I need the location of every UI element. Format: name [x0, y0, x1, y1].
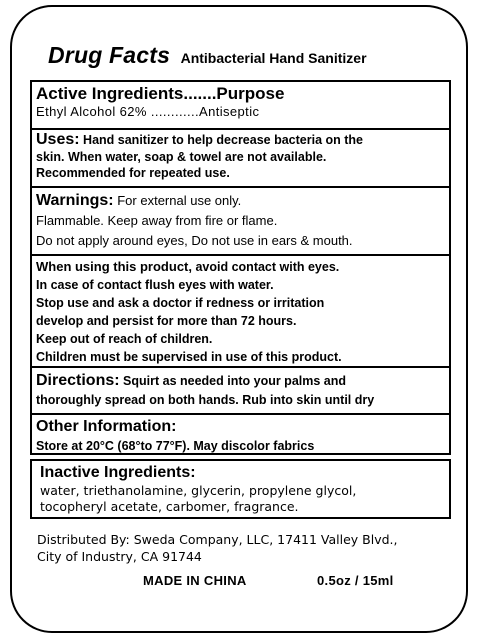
when-using-line-2: In case of contact flush eyes with water. [36, 277, 274, 292]
distributor-info [37, 531, 397, 565]
directions-heading: Directions: [36, 372, 120, 389]
directions-line-2: thoroughly spread on both hands. Rub into skin until dry [36, 393, 375, 407]
storage-line: Store at 20°C (68°to 77°F). May discolor fabrics [36, 439, 315, 453]
uses-line-1: Hand sanitizer to help decrease bacteria on the [79, 133, 363, 147]
uses-section [32, 128, 449, 186]
inactive-ingredients-heading: Inactive Ingredients: [40, 464, 196, 481]
active-ingredients-section [32, 84, 449, 124]
directions-line-1: Squirt as needed into your palms and [119, 374, 347, 388]
when-using-line-4: develop and persist for more than 72 hours. [36, 313, 297, 328]
drug-facts-title: Drug Facts [48, 42, 171, 68]
children-supervised: Children must be supervised in use of this product. [36, 349, 342, 364]
net-volume: 0.5oz / 15ml [317, 573, 394, 588]
warnings-line-2: Flammable. Keep away from fire or flame. [36, 213, 278, 228]
warnings-line-1: For external use only. [113, 193, 242, 208]
distributor-line-1: Distributed By: Sweda Company, LLC, 17411 Valley Blvd., [37, 532, 398, 547]
active-ingredient-line: Ethyl Alcohol 62% ............Antiseptic [36, 104, 260, 119]
uses-line-3: Recommended for repeated use. [36, 166, 230, 180]
when-using-heading: When using this product, [36, 259, 192, 274]
uses-line-2: skin. When water, soap & towel are not available. [36, 149, 327, 164]
warnings-heading: Warnings: [36, 192, 114, 209]
inactive-ingredients-section [30, 459, 451, 519]
other-information-heading: Other Information: [36, 418, 177, 435]
country-of-origin: MADE IN CHINA [143, 573, 247, 588]
active-ingredients-heading: Active Ingredients.......Purpose [36, 84, 285, 103]
when-using-line-3: Stop use and ask a doctor if redness or irritation [36, 295, 325, 310]
keep-out-of-reach: Keep out of reach of children. [36, 331, 213, 346]
distributor-line-2: City of Industry, CA 91744 [37, 549, 202, 564]
warnings-line-3: Do not apply around eyes, Do not use in ears & mouth. [36, 233, 353, 248]
inactive-line-1: water, triethanolamine, glycerin, propylene glycol, [40, 483, 357, 498]
uses-heading: Uses: [36, 131, 80, 148]
drug-facts-header [48, 42, 448, 76]
when-using-line-1: avoid contact with eyes. [192, 260, 340, 274]
warnings-section [32, 186, 449, 252]
when-using-section [32, 254, 449, 366]
drug-facts-panel [30, 80, 451, 455]
inactive-line-2: tocopheryl acetate, carbomer, fragrance. [40, 499, 299, 514]
other-information-section [32, 413, 449, 455]
directions-section [32, 366, 449, 412]
product-name: Antibacterial Hand Sanitizer [180, 50, 367, 66]
